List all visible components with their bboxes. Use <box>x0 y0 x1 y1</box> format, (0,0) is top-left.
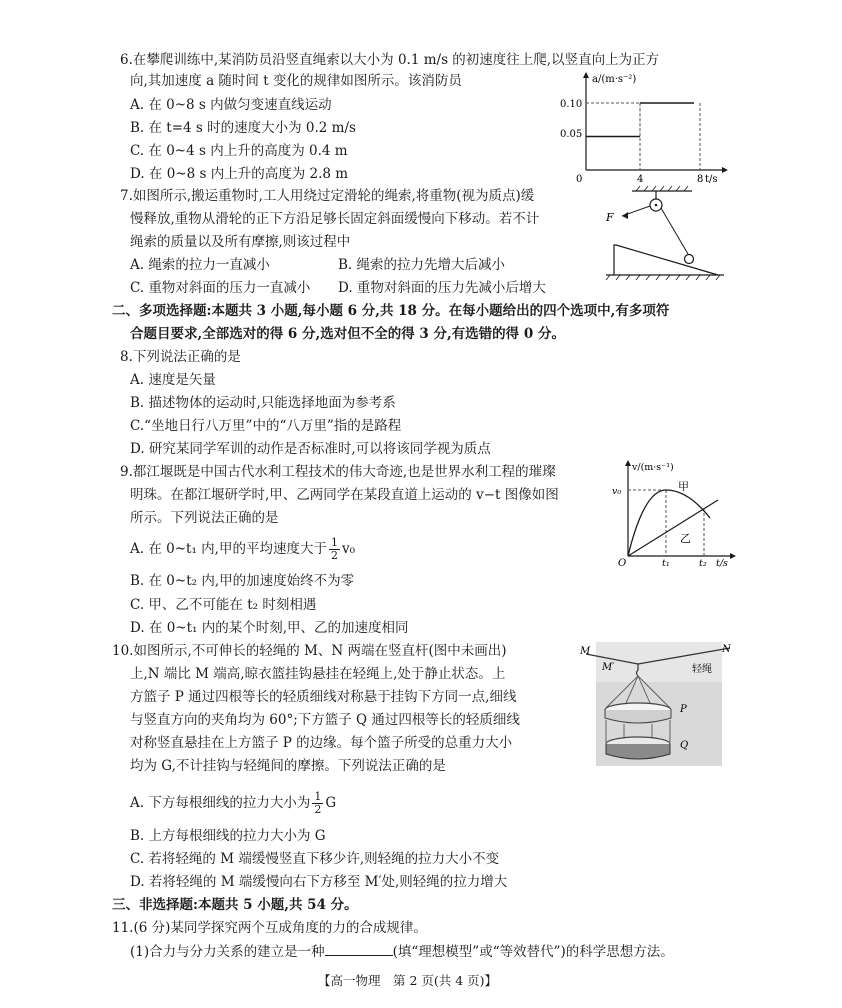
q10-option-d: D. 若将轻绳的 M 端缓慢向右下方移至 M′处,则轻绳的拉力增大 <box>130 874 508 890</box>
y-axis-arrow <box>625 460 631 466</box>
q8-stem: 8.下列说法正确的是 <box>120 349 241 365</box>
q8-option-a: A. 速度是矢量 <box>130 372 216 388</box>
section3-heading: 三、非选择题:本题共 5 小题,共 54 分。 <box>112 897 358 913</box>
q9-option-a-text: A. 在 0~t₁ 内,甲的平均速度大于 <box>130 541 327 557</box>
q10-line5: 对称竖直悬挂在上方篮子 P 的边缘。每个篮子所受的总重力大小 <box>130 735 513 751</box>
fraction-denominator: 2 <box>314 803 322 816</box>
y-axis-label: a/(m·s⁻²) <box>592 74 637 85</box>
basket-q-body <box>606 744 670 759</box>
q9-option-d: D. 在 0~t₁ 内的某个时刻,甲、乙的加速度相同 <box>130 620 409 636</box>
weight <box>685 255 694 264</box>
label-q: Q <box>680 740 689 751</box>
q9-option-b: B. 在 0~t₂ 内,甲的加速度始终不为零 <box>130 573 355 589</box>
q10-line1: 10.如图所示,不可伸长的轻绳的 M、N 两端在竖直杆(图中未画出) <box>112 643 507 659</box>
q9-option-c: C. 甲、乙不可能在 t₂ 时刻相遇 <box>130 597 317 613</box>
t2-label: t₂ <box>699 558 707 569</box>
q10-option-b: B. 上方每根细线的拉力大小为 G <box>130 828 326 844</box>
q9-vt-graph <box>608 458 743 570</box>
q6-option-a: A. 在 0~8 s 内做匀变速直线运动 <box>130 97 332 113</box>
origin-label: O <box>618 558 627 569</box>
ceiling-hatch <box>636 186 688 191</box>
photo-sky <box>596 642 722 682</box>
q7-line1: 7.如图所示,搬运重物时,工人用绕过定滑轮的绳索,将重物(视为质点)缓 <box>120 188 535 204</box>
label-m-prime: M′ <box>602 662 615 673</box>
q9-option-a <box>130 536 355 562</box>
q10-option-a-g: G <box>325 795 337 811</box>
x-tick-4: 4 <box>637 174 644 185</box>
incline <box>614 245 718 275</box>
force-arrow <box>622 212 628 219</box>
q6-line1: 6.在攀爬训练中,某消防员沿竖直绳索以大小为 0.1 m/s 的初速度往上爬,以竖直向上为正方 <box>120 52 660 68</box>
q10-line4: 与竖直方向的夹角均为 60°;下方篮子 Q 通过四根等长的轻质细线 <box>130 712 520 728</box>
label-m: M <box>580 646 591 657</box>
q10-line6: 均为 G,不计挂钩与轻绳间的摩擦。下列说法正确的是 <box>130 758 446 774</box>
q11-answer-blank[interactable] <box>325 942 393 956</box>
ground-hatch <box>606 275 720 280</box>
page-footer: 【高一物理 第 2 页(共 4 页)】 <box>318 973 498 988</box>
fraction-numerator: 1 <box>330 536 338 549</box>
q10-option-a <box>130 790 336 816</box>
q7-pulley-incline-figure <box>600 185 730 285</box>
pulley-axle <box>655 204 658 207</box>
x-tick-0: 0 <box>576 174 583 185</box>
q10-option-a-fraction <box>312 791 323 816</box>
q11-part1-text-before: (1)合力与分力关系的建立是一种 <box>130 944 325 960</box>
q6-option-c: C. 在 0~4 s 内上升的高度为 0.4 m <box>130 143 348 159</box>
q7-line2: 慢释放,重物从滑轮的正下方沿足够长固定斜面缓慢向下移动。若不计 <box>130 211 540 227</box>
q10-basket-photo <box>580 640 740 768</box>
label-yi: 乙 <box>680 532 691 545</box>
curve-jia <box>628 490 710 556</box>
q11-stem: 11.(6 分)某同学探究两个互成角度的力的合成规律。 <box>112 920 427 936</box>
q10-option-a-text: A. 下方每根细线的拉力大小为 <box>130 795 311 811</box>
t1-label: t₁ <box>662 558 670 569</box>
y-axis-arrow <box>583 72 589 78</box>
q9-line1: 9.都江堰既是中国古代水利工程技术的伟大奇迹,也是世界水利工程的璀璨 <box>120 464 556 480</box>
x-tick-8: 8 <box>697 174 704 185</box>
q7-line3: 绳索的质量以及所有摩擦,则该过程中 <box>130 234 351 250</box>
q9-option-a-v0: v₀ <box>341 541 355 557</box>
x-axis-label: t/s <box>705 174 718 185</box>
section2-heading-line1: 二、多项选择题:本题共 3 小题,每小题 6 分,共 18 分。在每小题给出的四个选项中,有多项符 <box>112 303 670 319</box>
x-axis-arrow <box>722 167 728 173</box>
q11-part1-text-after: (填“理想模型”或“等效替代”)的科学思想方法。 <box>392 944 674 960</box>
label-p: P <box>680 704 687 715</box>
y-tick-0.05: 0.05 <box>560 129 583 140</box>
q7-option-c: C. 重物对斜面的压力一直减小 <box>130 280 311 296</box>
y-tick-0.10: 0.10 <box>560 99 583 110</box>
q8-option-c: C.“坐地日行八万里”中的“八万里”指的是路程 <box>130 418 402 434</box>
q8-option-b: B. 描述物体的运动时,只能选择地面为参考系 <box>130 395 396 411</box>
q7-option-d: D. 重物对斜面的压力先减小后增大 <box>338 280 546 296</box>
x-axis-label: t/s <box>716 558 728 569</box>
x-axis-arrow <box>730 553 736 559</box>
v0-label: v₀ <box>612 486 622 497</box>
label-rope: 轻绳 <box>692 664 712 675</box>
q9-option-a-fraction <box>329 537 340 562</box>
basket-p-body <box>605 710 671 723</box>
force-label: F <box>606 211 614 224</box>
q7-option-b: B. 绳索的拉力先增大后减小 <box>338 257 506 273</box>
q6-line2: 向,其加速度 a 随时间 t 变化的规律如图所示。该消防员 <box>130 73 462 89</box>
q6-option-b: B. 在 t=4 s 时的速度大小为 0.2 m/s <box>130 120 356 136</box>
label-jia: 甲 <box>678 480 689 493</box>
section2-heading-line2: 合题目要求,全部选对的得 6 分,选对但不全的得 3 分,有选错的得 0 分。 <box>130 326 565 342</box>
fraction-denominator: 2 <box>330 549 338 562</box>
q11-part1 <box>130 942 674 961</box>
rope-to-weight <box>661 208 688 254</box>
q10-option-c: C. 若将轻绳的 M 端缓慢竖直下移少许,则轻绳的拉力大小不变 <box>130 851 500 867</box>
q10-line3: 方篮子 P 通过四根等长的轻质细线对称悬于挂钩下方同一点,细线 <box>130 689 517 705</box>
q6-acceleration-graph <box>560 70 735 185</box>
q9-line2: 明珠。在都江堰研学时,甲、乙两同学在某段直道上运动的 v−t 图像如图 <box>130 487 559 503</box>
q9-line3: 所示。下列说法正确的是 <box>130 510 279 526</box>
q8-option-d: D. 研究某同学军训的动作是否标准时,可以将该同学视为质点 <box>130 441 491 457</box>
q6-option-d: D. 在 0~8 s 内上升的高度为 2.8 m <box>130 166 349 182</box>
label-n: N <box>722 644 731 655</box>
y-axis-label: v/(m·s⁻¹) <box>632 462 674 473</box>
fraction-numerator: 1 <box>314 790 322 803</box>
q7-option-a: A. 绳索的拉力一直减小 <box>130 257 270 273</box>
q10-line2: 上,N 端比 M 端高,晾衣篮挂钩悬挂在轻绳上,处于静止状态。上 <box>130 666 506 682</box>
